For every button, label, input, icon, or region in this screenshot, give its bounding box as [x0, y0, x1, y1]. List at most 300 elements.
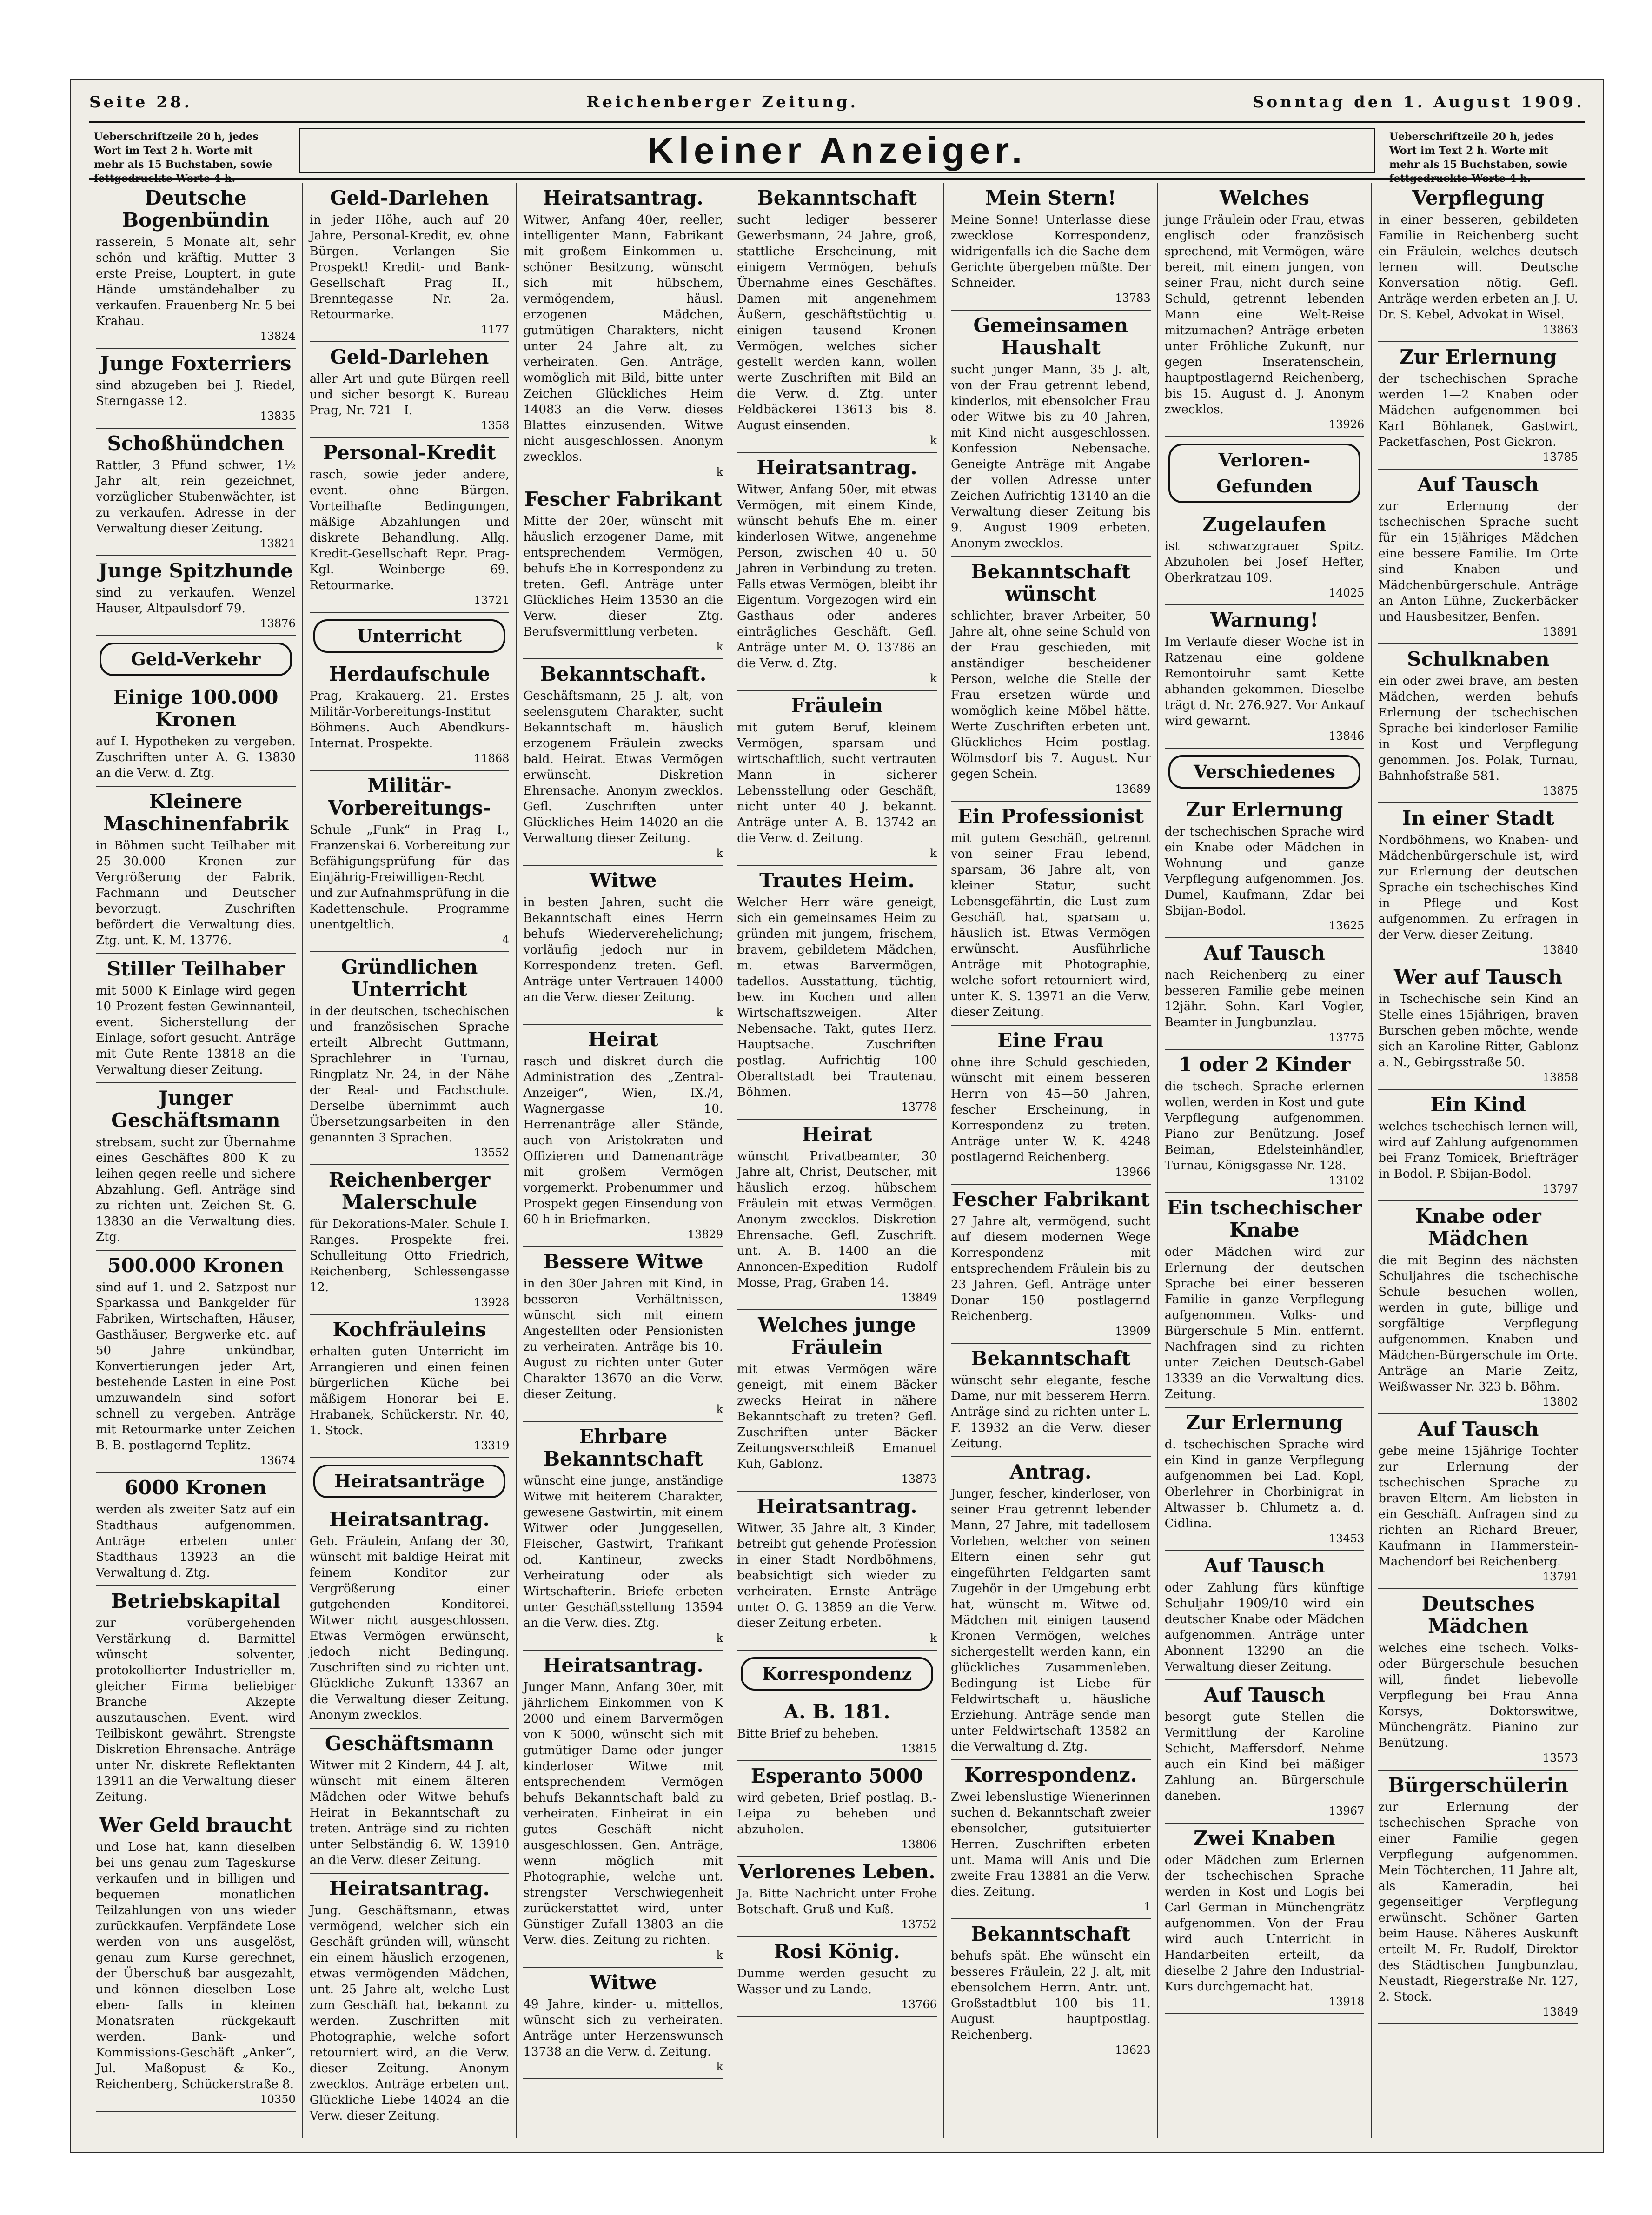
- ad-headline: Auf Tausch: [1417, 1418, 1539, 1440]
- ad-text: gebe meine 15jährige Tochter zur Erlernung der tschechischen Sprache zu braven Eltern. Am liebsten in ein Geschäft. Anfragen sind zu richten an Richard Breuer, Kaufmann in Hammerstein-Machendorf bei Reichenberg.: [1378, 1444, 1579, 1569]
- ad-text: und Lose hat, kann dieselben bei uns genau zum Tageskurse verkaufen und in billigen und bequemen monatlichen Teilzahlungen von uns wieder zurückkaufen. Verpfändete Lose werden von uns ausgelöst, genau zum Kurse gerechnet, der Überschuß bar ausgezahlt, und können dieselben Lose eben- falls in kleinen Monatsraten rückgekauft werden. Bank- und Kommissions-Geschäft „Anker“, Jul. Maßopust & Ko., Reichenberg, Schückerstraße 8.: [96, 1840, 296, 2091]
- ad-headline: Heiratsantrag.: [756, 456, 917, 479]
- ad-text: aller Art und gute Bürgen reell und sicher besorgt K. Bureau Prag, Nr. 721—I.: [309, 372, 510, 418]
- ad-reference-number: 13453: [1328, 1532, 1365, 1545]
- ad-text: wird gebeten, Brief postlag. B.-Leipa zu beheben und abzuholen.: [737, 1791, 937, 1837]
- classified-ad: [96, 349, 296, 429]
- ad-headline: Geld-Darlehen: [330, 345, 489, 368]
- ad-text: Jung. Geschäftsmann, etwas vermögend, welcher sich ein Geschäft gründen will, wünscht ein einem häuslich erzogenen, etwas vermögenden Mädchen, unt. 25 Jahre alt, welche Lust zum Geschäft hat, bekannt zu werden. Zuschriften mit Photographie, welche sofort retourniert wird, an die Verw. dieser Zeitung. Anonym zwecklos. Anträge erbeten unt. Glückliche Liebe 14024 an die Verw. dieser Zeitung.: [309, 1903, 510, 2123]
- ad-headline: Fräulein: [790, 694, 883, 717]
- ad-headline: Bekanntschaft: [971, 1923, 1131, 1945]
- ad-reference-number: 1177: [481, 323, 510, 336]
- classified-ad: [737, 1310, 937, 1492]
- ad-text: ein oder zwei brave, am besten Mädchen, werden behufs Erlernung der tschechischen Sprache bei kinderloser Familie in Kost und Verpflegung genommen. Jos. Polak, Turnau, Bahnhofstraße 581.: [1378, 674, 1579, 783]
- ad-reference-number: 13802: [1542, 1395, 1579, 1408]
- ad-reference-number: 13778: [901, 1101, 937, 1114]
- ad-headline: Zwei Knaben: [1193, 1827, 1335, 1850]
- ad-headline: Personal-Kredit: [323, 441, 496, 464]
- ad-text: Witwer, Anfang 50er, mit etwas Vermögen, mit einem Kinde, wünscht behufs Ehe m. einer kinderlosen Witwe, angenehme Person, zwischen 40 u. 50 Jahren in Verbindung zu treten. Falls etwas Vermögen, bleibt ihr Eigentum. Vorgezogen wird ein Gasthaus oder anderes einträgliches Geschäft. Gefl. Anträge unter M. O. 13786 an die Verw. d. Ztg.: [737, 483, 937, 670]
- ad-headline: Kochfräuleins: [332, 1318, 486, 1341]
- ad-reference-number: 13319: [474, 1439, 510, 1452]
- ad-text: mit 5000 K Einlage wird gegen 10 Prozent festen Gewinnanteil, event. Sicherstellung der Einlage, sofort gesucht. Anträge mit Gute Rente 13818 an die Verwaltung dieser Zeitung.: [96, 984, 296, 1077]
- ad-reference-number: k: [716, 2060, 723, 2073]
- ad-headline: Schulknaben: [1407, 648, 1550, 670]
- ad-headline: Auf Tausch: [1417, 473, 1539, 496]
- ad-column: [303, 183, 517, 2138]
- ad-text: in besten Jahren, sucht die Bekanntschaft eines Herrn behufs Wiederverehelichung; vorläufig jedoch nur in Korrespondenz treten. Gefl. Anträge unter Vertrauen 14000 an die Verw. dieser Zeitung.: [523, 895, 723, 1004]
- ad-reference-number: 13674: [260, 1454, 296, 1467]
- classified-ad: [523, 484, 723, 659]
- ad-text: zur Erlernung der tschechischen Sprache von einer Familie gegen Verpflegung aufgenommen. Mein Töchterchen, 11 Jahre alt, als Kameradin, bei gegenseitiger Verpflegung erwünscht. Schöner Garten beim Hause. Näheres Auskunft erteilt M. Fr. Rudolf, Direktor des Städtischen Jungbunzlau, Neustadt, Riegerstraße Nr. 127, 2. Stock.: [1378, 1800, 1579, 2004]
- ad-text: welches tschechisch lernen will, wird auf Zahlung aufgenommen bei Franz Tomicek, Briefträger in Bodol. P. Sbijan-Bodol.: [1378, 1120, 1579, 1181]
- classified-ad: [96, 429, 296, 556]
- ad-headline: Ein Professionist: [957, 805, 1144, 828]
- ad-text: 27 Jahre alt, vermögend, sucht auf diesem modernen Wege Korrespondenz mit entsprechendem Fräulein bis zu 23 Jahren. Gefl. Anträge unter Donar 150 postlagernd Reichenberg.: [950, 1214, 1151, 1323]
- ad-reference-number: 13909: [1115, 1325, 1151, 1338]
- classified-ad: [523, 1422, 723, 1651]
- ad-text: sucht lediger besserer Gewerbsmann, 24 Jahre, groß, stattliche Erscheinung, mit einigem Vermögen, behufs Übernahme eines Geschäftes. Damen mit angenehmem Äußern, geschäftstüchtig u. einigen tausend Kronen Vermögen, welches sicher gestellt werden kann, wollen werte Zuschriften mit Bild an die Verw. d. Ztg. unter Feldbäckerei 13613 bis 8. August einsenden.: [737, 213, 937, 432]
- classified-ad: [1378, 1589, 1578, 1771]
- ad-reference-number: 13918: [1328, 1995, 1365, 2008]
- ad-reference-number: 13573: [1542, 1751, 1579, 1764]
- ad-text: die mit Beginn des nächsten Schuljahres die tschechische Schule besuchen wollen, werden in gute, billige und sorgfältige Verpflegung aufgenommen. Knaben- und Mädchen-Bürgerschule im Orte. Anträge an Marie Zeitz, Weißwasser Nr. 323 b. Böhm.: [1378, 1253, 1579, 1394]
- classified-ad: [951, 183, 1151, 311]
- ad-columns: [89, 183, 1585, 2138]
- ad-headline: Geschäftsmann: [325, 1732, 494, 1755]
- classified-ad: [1165, 1050, 1365, 1193]
- ad-reference-number: 13785: [1542, 451, 1579, 464]
- category-heading: Unterricht: [313, 619, 506, 653]
- ad-headline: Junger Geschäftsmann: [111, 1087, 280, 1132]
- ad-text: in einer besseren, gebildeten Familie in Reichenberg sucht ein Fräulein, welches deutsch lernen will. Deutsche Konversation nötig. Gefl. Anträge werden erbeten an J. U. Dr. S. Kebel, Advokat in Wisel.: [1378, 213, 1579, 322]
- ad-headline: Eine Frau: [997, 1029, 1104, 1052]
- classified-ad: [310, 183, 510, 342]
- ad-text: der tschechischen Sprache werden 1—2 Knaben oder Mädchen aufgenommen bei Karl Böhlanek, Gastwirt, Packetfaschen, Post Gickron.: [1378, 372, 1579, 449]
- ad-headline: Reichenberger Malerschule: [328, 1168, 491, 1214]
- ad-text: in den 30er Jahren mit Kind, in besseren Verhältnissen, wünscht sich mit einem Angestellten oder Pensionisten zu verheiraten. Anträge bis 10. August zu richten unter Guter Charakter 13670 an die Verw. dieser Zeitung.: [523, 1277, 723, 1401]
- ad-text: Nordböhmens, wo Knaben- und Mädchenbürgerschule ist, wird zur Erlernung der deutschen Sprache ein tschechisches Kind in Pflege und Kost aufgenommen. Zu erfragen in der Verw. dieser Zeitung.: [1378, 833, 1579, 942]
- ad-headline: Gründlichen Unterricht: [341, 955, 478, 1001]
- ad-reference-number: 13849: [901, 1291, 937, 1304]
- classified-ad: [1165, 1193, 1365, 1408]
- ad-text: Mitte der 20er, wünscht mit häuslich erzogener Dame, mit entsprechendem Vermögen, behufs Ehe in Korrespondenz zu treten. Gefl. Anträge unter Glückliches Heim 13530 an die Verw. dieser Ztg. Berufsvermittlung verbeten.: [523, 514, 723, 639]
- classified-ad: [737, 453, 937, 691]
- ad-reference-number: k: [716, 465, 723, 478]
- classified-ad: [737, 1120, 937, 1310]
- ad-reference-number: 13875: [1542, 784, 1579, 797]
- ad-text: schlichter, braver Arbeiter, 50 Jahre alt, ohne seine Schuld von der Frau geschieden, mit anständiger bescheidener Person, welche die Stelle der Frau ersetzen würde und womöglich keine Möbel hätte. Werte Zuschriften erbeten unt. Glückliches Heim postlag. Wölmsdorf bis 7. August. Nur gegen Schein.: [950, 609, 1151, 781]
- ad-text: Ja. Bitte Nachricht unter Frohe Botschaft. Gruß und Kuß.: [737, 1887, 937, 1917]
- ad-headline: Warnung!: [1210, 609, 1319, 631]
- classified-ad: [96, 787, 296, 954]
- ad-text: in jeder Höhe, auch auf 20 Jahre, Personal-Kredit, ev. ohne Bürgen. Verlangen Sie Prospekt! Kredit- und Bank-Gesellschaft Prag II., Brenntegasse Nr. 2a. Retourmarke.: [309, 213, 510, 322]
- classified-ad: [96, 1251, 296, 1473]
- classified-ad: [1378, 803, 1578, 962]
- ad-headline: Ein tschechischer Knabe: [1167, 1196, 1362, 1241]
- ad-reference-number: k: [930, 434, 937, 447]
- ad-text: Meine Sonne! Unterlasse diese zwecklose Korrespondenz, widrigenfalls ich die Sache dem Gerichte übergeben müßte. Der Schneider.: [950, 213, 1151, 290]
- ad-text: sind abzugeben bei J. Riedel, Sterngasse 12.: [96, 378, 296, 408]
- category-heading: Heiratsanträge: [313, 1465, 506, 1498]
- ad-text: erhalten guten Unterricht im Arrangieren und einen feinen bürgerlichen Küche bei mäßigem Honorar bei E. Hrabanek, Schückerstr. Nr. 40, 1. Stock.: [309, 1345, 510, 1438]
- ad-headline: In einer Stadt: [1402, 807, 1554, 829]
- issue-date: Sonntag den 1. August 1909.: [1252, 93, 1585, 112]
- ad-headline: Mein Stern!: [985, 186, 1116, 209]
- ad-reference-number: 13766: [901, 1998, 937, 2011]
- ad-text: junge Fräulein oder Frau, etwas englisch oder französisch sprechend, mit Vermögen, wäre bereit, mit einem jungen, von seiner Frau, nicht durch seine Schuld, getrennt lebenden Mann eine Welt-Reise mitzumachen? Anträge erbeten unter Fröhliche Zukunft, nur gegen Inseratenschein, hauptpostlagernd Reichenberg, bis 15. August d. J. Anonym zwecklos.: [1164, 213, 1365, 417]
- ad-text: oder Mädchen zum Erlernen der tschechischen Sprache werden in Kost und Logis bei Carl German in Münchengrätz aufgenommen. Von der Frau wird auch Unterricht in Handarbeiten erteilt, da dieselbe 2 Jahre den Industrial-Kurs durchgemacht hat.: [1164, 1853, 1365, 1994]
- classified-ad: [737, 691, 937, 866]
- ad-reference-number: 13966: [1115, 1166, 1151, 1179]
- pricing-note-right: Ueberschriftzeile 20 h, jedes Wort im Text 2 h. Worte mit mehr als 15 Buchstaben, sowie fettgedruckte Worte 4 h.: [1389, 131, 1568, 185]
- ad-text: Dumme werden gesucht zu Wasser und zu Lande.: [737, 1967, 937, 1996]
- ad-text: rasch, sowie jeder andere, event. ohne Bürgen. Vorteilhafte Bedingungen, mäßige Abzahlungen und diskrete Behandlung. Allg. Kredit-Gesellschaft Repr. Prag-Kgl. Weinberge 69. Retourmarke.: [309, 468, 510, 592]
- classified-ad: [523, 1651, 723, 1968]
- ad-headline: Korrespondenz.: [964, 1764, 1137, 1786]
- classified-ad: [1165, 510, 1365, 605]
- classified-ad: [1165, 1824, 1365, 2014]
- classified-ad: [1165, 795, 1365, 938]
- ad-text: Prag, Krakauerg. 21. Erstes Militär-Vorbereitungs-Institut Böhmens. Auch Abendkurs-Internat. Prospekte.: [309, 689, 510, 750]
- ad-headline: Ehrbare Bekanntschaft: [543, 1425, 703, 1470]
- ad-headline: Zugelaufen: [1202, 513, 1327, 536]
- ad-text: die tschech. Sprache erlernen wollen, werden in Kost und gute Verpflegung aufgenommen. Piano zur Benützung. Josef Beiman, Edelsteinhändler, Turnau, Königsgasse Nr. 128.: [1164, 1080, 1365, 1173]
- ad-headline: Heiratsantrag.: [543, 1654, 703, 1677]
- ad-reference-number: 13824: [260, 330, 296, 343]
- classified-ad: [96, 1586, 296, 1810]
- category-heading: Geld-Verkehr: [100, 643, 292, 676]
- ad-headline: Junge Spitzhunde: [98, 559, 293, 582]
- classified-ad: [951, 1760, 1151, 1919]
- category-heading: Korrespondenz: [741, 1657, 933, 1691]
- classified-ad: [523, 1025, 723, 1247]
- ad-text: Zwei lebenslustige Wienerinnen suchen d. Bekanntschaft zweier ebensolcher, gutsituierter Herren. Zuschriften erbeten unt. Mama will Anis und Die zweite Frau 13881 an die Verw. dies. Zeitung.: [950, 1790, 1151, 1899]
- classified-ad: [310, 1729, 510, 1874]
- ad-reference-number: 1: [1143, 1900, 1151, 1913]
- classified-ad: [1378, 183, 1578, 342]
- ad-column: [517, 183, 730, 2138]
- ad-text: strebsam, sucht zur Übernahme eines Geschäftes 800 K zu leihen gegen reelle und sichere Abzahlung. Gefl. Anträge sind zu richten unt. Zeichen St. G. 13830 an die Verwaltung dies. Ztg.: [96, 1135, 296, 1244]
- classified-ad: [1378, 1201, 1578, 1414]
- ad-headline: Heiratsantrag.: [543, 186, 703, 209]
- ad-text: mit gutem Geschäft, getrennt von seiner Frau lebend, sparsam, 36 Jahre alt, von kleiner Statur, sucht Lebensgefährtin, die Lust zum Geschäft hat, sparsam u. häuslich ist. Etwas Vermögen erwünscht. Ausführliche Anträge mit Photographie, welche sofort retourniert wird, unter K. S. 13971 an die Verw. dieser Zeitung.: [950, 831, 1151, 1019]
- ad-column: [730, 183, 944, 2138]
- ad-reference-number: 13891: [1542, 625, 1579, 638]
- ad-reference-number: 13873: [901, 1472, 937, 1486]
- ad-text: Welcher Herr wäre geneigt, sich ein gemeinsames Heim zu gründen mit jungem, frischem, bravem, gebildetem Mädchen, m. etwas Barvermögen, tadellos. Ausstattung, tüchtig, bew. im Kochen und allen Wirtschaftszweigen. Alter Nebensache. Takt, gutes Herz. Hauptsache. Zuschriften postlag. Aufrichtig 100 Oberaltstadt bei Trautenau, Böhmen.: [737, 895, 937, 1099]
- classified-ad: [951, 802, 1151, 1026]
- classified-ad: [1165, 1551, 1365, 1680]
- ad-headline: Bekanntschaft.: [540, 663, 707, 685]
- classified-ad: [1378, 1771, 1578, 2024]
- ad-reference-number: k: [716, 1949, 723, 1962]
- ad-headline: Heiratsantrag.: [329, 1508, 490, 1531]
- classified-ad: [1378, 1090, 1578, 1201]
- ad-reference-number: 13752: [901, 1918, 937, 1931]
- classifieds-banner: [89, 121, 1585, 185]
- ad-text: Im Verlaufe dieser Woche ist in Ratzenau eine goldene Remontoiruhr samt Kette abhanden gekommen. Dieselbe trägt d. Nr. 276.927. Vor Ankauf wird gewarnt.: [1164, 635, 1365, 728]
- classified-ad: [1378, 644, 1578, 803]
- classified-ad: [523, 1247, 723, 1422]
- ad-headline: Witwe: [589, 1971, 657, 1994]
- ad-reference-number: 13928: [474, 1296, 510, 1309]
- ad-headline: Auf Tausch: [1204, 942, 1325, 964]
- ad-text: Geb. Fräulein, Anfang der 30, wünscht mit baldige Heirat mit feinem Konditor zur Vergrößerung einer gutgehenden Konditorei. Witwer nicht ausgeschlossen. Etwas Vermögen erwünscht, jedoch nicht Bedingung. Zuschriften sind zu richten unt. Glückliche Zukunft 13367 an die Verwaltung dieser Zeitung. Anonym zwecklos.: [309, 1534, 510, 1722]
- classified-ad: [1378, 470, 1578, 644]
- ad-reference-number: 13102: [1328, 1174, 1365, 1187]
- classified-ad: [310, 1165, 510, 1315]
- ad-reference-number: k: [930, 847, 937, 860]
- ad-headline: Gemeinsamen Haushalt: [973, 314, 1128, 359]
- ad-reference-number: 13689: [1115, 783, 1151, 796]
- ad-headline: Geld-Darlehen: [330, 186, 489, 209]
- classified-ad: [96, 1083, 296, 1251]
- classified-ad: [1165, 1680, 1365, 1824]
- ad-headline: Bekanntschaft wünscht: [971, 560, 1131, 605]
- ad-headline: Trautes Heim.: [759, 869, 915, 892]
- ad-text: oder Mädchen wird zur Erlernung der deutschen Sprache bei einer besseren Familie in ganze Verpflegung aufgenommen. Volks- und Bürgerschule 5 Min. entfernt. Nachfragen sind zu richten unter Zeichen Deutsch-Gabel 13339 an die Verwaltung dies. Zeitung.: [1164, 1245, 1365, 1401]
- ad-headline: Esperanto 5000: [750, 1764, 923, 1787]
- ad-headline: Witwe: [589, 869, 657, 892]
- ad-headline: Betriebskapital: [111, 1590, 280, 1612]
- ad-text: ohne ihre Schuld geschieden, wünscht mit einem besseren Herrn von 45—50 Jahren, fescher Erscheinung, in Korrespondenz zu treten. Anträge unter W. K. 4248 postlagernd Reichenberg.: [950, 1055, 1151, 1164]
- ad-headline: Auf Tausch: [1204, 1554, 1325, 1577]
- ad-text: Witwer, Anfang 40er, reeller, intelligenter Mann, Fabrikant mit großem Einkommen u. schöner Besitzung, wünscht sich mit hübschem, vermögendem, häusl. erzogenen Mädchen, gutmütigen Charakters, nicht unter 24 Jahre alt, zu verheiraten. Gen. Anträge, womöglich mit Bild, bitte unter Zeichen Glückliches Heim 14083 an die Verw. dieses Blattes einzusenden. Witwe nicht ausgeschlossen. Anonym zwecklos.: [523, 213, 723, 464]
- ad-text: in Tschechische sein Kind an Stelle eines 15jährigen, braven Burschen geben möchte, wende sich an Karoline Ritter, Gablonz a. N., Gebirgsstraße 50.: [1378, 992, 1579, 1069]
- classified-ad: [523, 183, 723, 484]
- classified-ad: [310, 952, 510, 1165]
- ad-reference-number: 13849: [1542, 2005, 1579, 2018]
- ad-headline: Antrag.: [1009, 1460, 1092, 1483]
- ad-text: zur Erlernung der tschechischen Sprache sucht für ein 15jähriges Mädchen eine bessere Familie. Im Orte sind Knaben- und Mädchenbürgerschule. Anträge an Anton Lühne, Zuckerbäcker und Hausbesitzer, Benfen.: [1378, 499, 1579, 624]
- ad-text: Junger Mann, Anfang 30er, mit jährlichem Einkommen von K 2000 und einem Barvermögen von K 5000, wünscht sich mit gutmütiger Dame oder junger kinderloser Witwe mit entsprechendem Vermögen behufs Bekanntschaft bald zu verheiraten. Einheirat in ein gutes Geschäft nicht ausgeschlossen. Gen. Anträge, wenn möglich mit Photographie, welche unt. strengster Verschwiegenheit zurückerstattet wird, unter Günstiger Zufall 13803 an die Verw. dies. Zeitung zu richten.: [523, 1680, 723, 1947]
- ad-text: für Dekorations-Maler. Schule I. Ranges. Prospekte frei. Schulleitung Otto Friedrich, Reichenberg, Schlessengasse 12.: [309, 1217, 510, 1294]
- ad-column: [89, 183, 303, 2138]
- classified-ad: [737, 1697, 937, 1761]
- classified-ad: [737, 183, 937, 453]
- classified-ad: [310, 1315, 510, 1458]
- ad-headline: Zur Erlernung: [1186, 798, 1343, 821]
- ad-column: [1372, 183, 1585, 2138]
- ad-headline: Stiller Teilhaber: [106, 957, 285, 980]
- ad-text: Witwer, 35 Jahre alt, 3 Kinder, betreibt gut gehende Profession in einer Stadt Nordböhmens, beabsichtigt sich wieder zu verheiraten. Ernste Anträge unter O. G. 13859 an die Verw. dieser Zeitung erbeten.: [737, 1521, 937, 1630]
- classified-ad: [951, 1919, 1151, 2062]
- ad-reference-number: 4: [502, 933, 510, 946]
- ad-text: besorgt gute Stellen die Vermittlung der Karoline Schicht, Maffersdorf. Nehme auch ein Kind bei mäßiger Zahlung an. Bürgerschule daneben.: [1164, 1710, 1365, 1803]
- ad-headline: Einige 100.000 Kronen: [113, 686, 279, 731]
- ad-headline: Verlorenes Leben.: [738, 1860, 935, 1883]
- ad-text: behufs spät. Ehe wünscht ein besseres Fräulein, 22 J. alt, mit ebensolchem Herrn. Antr. unt. Großstadtblut 100 bis 11. August hauptpostlag. Reichenberg.: [950, 1949, 1151, 2042]
- ad-reference-number: k: [716, 640, 723, 653]
- classified-ad: [1378, 962, 1578, 1090]
- classified-ad: [523, 659, 723, 866]
- ad-text: werden als zweiter Satz auf ein Stadthaus aufgenommen. Anträge erbeten unter Stadthaus 13923 an die Verwaltung d. Ztg.: [96, 1503, 296, 1580]
- classified-ad: [951, 557, 1151, 802]
- ad-reference-number: k: [716, 1631, 723, 1645]
- ad-reference-number: k: [716, 847, 723, 860]
- classified-ad: [1165, 938, 1365, 1050]
- classified-ad: [737, 1937, 937, 2017]
- ad-headline: 500.000 Kronen: [107, 1254, 284, 1277]
- ad-text: Bitte Brief zu beheben.: [737, 1727, 879, 1741]
- ad-reference-number: 13791: [1542, 1570, 1579, 1583]
- ad-headline: Bessere Witwe: [543, 1250, 703, 1273]
- classified-ad: [310, 438, 510, 613]
- ad-text: sind auf 1. und 2. Satzpost nur Sparkassa und Bankgelder für Fabriken, Wirtschaften, Häuser, Gasthäuser, Bergwerke etc. auf 50 Jahre unkündbar, Konvertierungen jeder Art, bestehende Lasten in eine Post umzuwandeln sind sofort schnell zu vergeben. Anträge mit Retourmarke unter Zeichen B. B. postlagernd Teplitz.: [96, 1280, 296, 1452]
- classified-ad: [96, 1473, 296, 1586]
- ad-reference-number: 13721: [474, 594, 510, 607]
- ad-reference-number: 13552: [474, 1146, 510, 1159]
- running-header: [89, 88, 1585, 116]
- classified-ad: [96, 954, 296, 1083]
- ad-text: wünscht sehr elegante, fesche Dame, nur mit besserem Herrn. Anträge sind zu richten unter L. F. 13932 an die Verw. dieser Zeitung.: [950, 1373, 1151, 1451]
- ad-headline: Deutsches Mädchen: [1421, 1592, 1535, 1638]
- classified-ad: [951, 1457, 1151, 1760]
- ad-text: zur vorübergehenden Verstärkung d. Barmittel wünscht solventer, protokollierter Industrieller m. gleicher Firma beliebiger Branche Akzepte auszutauschen. Event. wird Teilbiskont gewährt. Strengste Diskretion Ehrensache. Anträge unter Nr. diskrete Reflektanten 13911 an die Verwaltung dieser Zeitung.: [96, 1616, 296, 1804]
- classified-ad: [951, 1185, 1151, 1344]
- ad-headline: Heirat: [802, 1123, 872, 1146]
- classified-ad: [951, 1026, 1151, 1185]
- ad-reference-number: 13815: [901, 1742, 937, 1755]
- ad-column: [944, 183, 1158, 2138]
- ad-reference-number: 13783: [1115, 292, 1151, 305]
- ad-column: [1158, 183, 1372, 2138]
- ad-reference-number: k: [930, 1631, 937, 1645]
- classified-ad: [1165, 183, 1365, 437]
- ad-reference-number: 13863: [1542, 323, 1579, 336]
- newspaper-name: Reichenberger Zeitung.: [586, 93, 859, 112]
- category-heading: Verloren-Gefunden: [1168, 444, 1361, 503]
- classified-ad: [310, 1505, 510, 1729]
- classified-ad: [737, 1857, 937, 1937]
- ad-text: 49 Jahre, kinder- u. mittellos, wünscht sich zu verheiraten. Anträge unter Herzenswunsch 13738 an die Verw. d. Zeitung.: [523, 1997, 723, 2059]
- ad-headline: Bekanntschaft: [971, 1347, 1131, 1370]
- ad-headline: Schoßhündchen: [107, 432, 285, 455]
- ad-reference-number: 13625: [1328, 919, 1365, 932]
- ad-reference-number: 10350: [260, 2093, 296, 2106]
- ad-headline: Kleinere Maschinenfabrik: [103, 790, 289, 835]
- ad-headline: Welches junge Fräulein: [758, 1313, 916, 1359]
- ad-headline: Zur Erlernung: [1400, 345, 1557, 368]
- ad-text: Junger, fescher, kinderloser, von seiner Frau getrennt lebender Mann, 27 Jahre, mit tadellosem Vorleben, welcher von seinen Eltern einen sehr gut eingeführten Feldgarten samt Zugehör in der Umgebung erbt hat, wünscht m. Witwe od. Mädchen mit einigen tausend Kronen Vermögen, welches sichergestellt werden kann, ein glückliches Zusammenleben. Bedingung ist Liebe für Feldwirtschaft u. häusliche Erziehung. Anträge sende man unter Feldwirtschaft 13582 an die Verwaltung d. Ztg.: [950, 1487, 1151, 1754]
- ad-text: oder Zahlung fürs künftige Schuljahr 1909/10 wird ein deutscher Knabe oder Mädchen aufgenommen. Anträge unter Abonnent 13290 an die Verwaltung dieser Zeitung.: [1164, 1581, 1365, 1674]
- ad-text: ist schwarzgrauer Spitz. Abzuholen bei Josef Hefter, Oberkratzau 109.: [1164, 539, 1365, 585]
- ad-headline: Bürgerschülerin: [1388, 1774, 1569, 1797]
- ad-headline: Welches: [1220, 186, 1309, 209]
- classified-ad: [1378, 1414, 1578, 1589]
- ad-headline: Fescher Fabrikant: [951, 1188, 1150, 1211]
- ad-headline: Heiratsantrag.: [756, 1495, 917, 1518]
- ad-text: mit etwas Vermögen wäre geneigt, mit einem Bäcker zwecks Heirat in nähere Bekanntschaft zu treten? Gefl. Zuschriften unter Bäcker Zeitungsverschleiß Emanuel Kuh, Gablonz.: [737, 1362, 937, 1471]
- classified-ad: [951, 1344, 1151, 1457]
- ad-headline: Rosi König.: [774, 1940, 900, 1963]
- ad-text: Rattler, 3 Pfund schwer, 1½ Jahr alt, rein gezeichnet, vorzüglicher Stubenwächter, ist zu verkaufen. Adresse in der Verwaltung dieser Zeitung.: [96, 458, 296, 536]
- page-number: Seite 28.: [89, 93, 192, 112]
- ad-headline: Herdaufschule: [329, 663, 490, 685]
- ad-reference-number: 13797: [1542, 1182, 1579, 1195]
- ad-text: rasserein, 5 Monate alt, sehr schön und kräftig. Mutter 3 erste Preise, Louptert, in gute Hände umständehalber zu verkaufen. Frauenberg Nr. 5 bei Krahau.: [96, 235, 296, 328]
- ad-headline: 1 oder 2 Kinder: [1178, 1053, 1351, 1076]
- ad-reference-number: 11868: [474, 752, 510, 765]
- ad-text: Witwer mit 2 Kindern, 44 J. alt, wünscht mit einem älteren Mädchen oder Witwe behufs Heirat in Bekanntschaft zu treten. Anträge sind zu richten unter Selbständig 6. W. 13910 an die Verw. dieser Zeitung.: [309, 1758, 510, 1867]
- classified-ad: [96, 556, 296, 636]
- ad-text: sind zu verkaufen. Wenzel Hauser, Altpaulsdorf 79.: [96, 586, 296, 616]
- ad-text: d. tschechischen Sprache wird ein Kind in ganze Verpflegung aufgenommen bei Lad. Kopl, Oberlehrer in Chorbinigrat in Altwasser b. Chlumetz a. d. Cidlina.: [1164, 1438, 1365, 1531]
- ad-reference-number: 13623: [1115, 2043, 1151, 2056]
- ad-text: der tschechischen Sprache wird ein Knabe oder Mädchen in Wohnung und ganze Verpflegung aufgenommen. Jos. Dumel, Kaufmann, Zdar bei Sbijan-Bodol.: [1164, 825, 1365, 918]
- ad-headline: Deutsche Bogenbündin: [122, 186, 270, 232]
- ad-headline: Fescher Fabrikant: [524, 488, 723, 511]
- classified-ad: [737, 866, 937, 1120]
- classified-ad: [523, 1968, 723, 2079]
- ad-reference-number: 13840: [1542, 943, 1579, 956]
- classified-ad: [1378, 342, 1578, 470]
- classified-ad: [737, 1761, 937, 1857]
- ad-headline: A. B. 181.: [783, 1700, 890, 1723]
- classified-ad: [96, 1810, 296, 2112]
- ad-reference-number: 13876: [260, 617, 296, 630]
- ad-text: Schule „Funk“ in Prag I., Franzenskai 6. Vorbereitung zur Befähigungsprüfung für das Einjährig-Freiwilligen-Recht und zur Aufnahmsprüfung in die Kadettenschule. Programme unentgeltlich.: [309, 823, 510, 932]
- ad-text: wünscht eine junge, anständige Witwe mit heiterem Charakter, gewesene Gastwirtin, mit einem Witwer oder Junggesellen, Fleischer, Gastwirt, Trafikant od. Kantineur, zwecks Verheiratung oder als Wirtschafterin. Briefe erbeten unter Geschäftsstellung 13594 an die Verw. dies. Ztg.: [523, 1474, 723, 1630]
- ad-text: wünscht Privatbeamter, 30 Jahre alt, Christ, Deutscher, mit häuslich erzog. hübschem Fräulein mit etwas Vermögen. Anonym zwecklos. Diskretion Ehrensache. Gefl. Zuschrift. unt. A. B. 1400 an die Annoncen-Expedition Rudolf Mosse, Prag, Graben 14.: [737, 1149, 937, 1290]
- ad-reference-number: 13967: [1328, 1804, 1365, 1817]
- ad-headline: Militär-Vorbereitungs-: [328, 774, 491, 819]
- ad-text: mit gutem Beruf, kleinem Vermögen, sparsam und wirtschaftlich, sucht vertrauten Mann in sicherer Lebensstellung oder Geschäft, nicht unter 40 J. bekannt. Anträge unter A. B. 13742 an die Verw. d. Zeitung.: [737, 721, 937, 845]
- ad-reference-number: 13926: [1328, 418, 1365, 431]
- ad-headline: Junge Foxterriers: [100, 352, 292, 375]
- classified-ad: [310, 342, 510, 438]
- ad-headline: Bekanntschaft: [757, 186, 917, 209]
- ad-text: Geschäftsmann, 25 J. alt, von seelensgutem Charakter, sucht Bekanntschaft m. häuslich erzogenem Fräulein zwecks bald. Heirat. Etwas Vermögen erwünscht. Diskretion Ehrensache. Anonym zwecklos. Gefl. Zuschriften unter Glückliches Heim 14020 an die Verwaltung dieser Zeitung.: [523, 689, 723, 845]
- ad-reference-number: 13806: [901, 1838, 937, 1851]
- ad-reference-number: k: [930, 672, 937, 685]
- ad-text: sucht junger Mann, 35 J. alt, von der Frau getrennt lebend, kinderlos, mit ebensolcher Frau oder Witwe bis zu 40 Jahren, mit Kind nicht ausgeschlossen. Konfession Nebensache. Geneigte Anträge mit Angabe der vollen Adresse unter Zeichen Aufrichtig 13140 an die Verwaltung dieser Zeitung bis 9. August 1909 erbeten. Anonym zwecklos.: [950, 363, 1151, 550]
- classified-ad: [951, 311, 1151, 557]
- pricing-note-left: Ueberschriftzeile 20 h, jedes Wort im Text 2 h. Worte mit mehr als 15 Buchstaben, sowie fettgedruckte Worte 4 h.: [94, 131, 272, 185]
- ad-headline: Zur Erlernung: [1186, 1411, 1343, 1434]
- ad-reference-number: 13829: [687, 1228, 723, 1241]
- classified-ad: [1165, 605, 1365, 749]
- ad-headline: Wer Geld braucht: [99, 1814, 292, 1837]
- section-title: Kleiner Anzeiger.: [299, 128, 1375, 173]
- classified-ad: [310, 659, 510, 771]
- ad-text: welches eine tschech. Volks- oder Bürgerschule besuchen will, findet liebevolle Verpflegung bei Frau Anna Korsys, Doktorswitwe, Münchengrätz. Pianino zur Benützung.: [1378, 1641, 1579, 1750]
- ad-reference-number: k: [716, 1403, 723, 1416]
- ad-text: nach Reichenberg zu einer besseren Familie gebe meinen 12jähr. Sohn. Karl Vogler, Beamter in Jungbunzlau.: [1164, 968, 1365, 1029]
- classified-ad: [1165, 1408, 1365, 1551]
- ad-headline: Auf Tausch: [1204, 1684, 1325, 1706]
- ad-reference-number: 13858: [1542, 1071, 1579, 1084]
- newspaper-page: [70, 79, 1604, 2153]
- ad-reference-number: 1358: [481, 419, 510, 432]
- ad-headline: Verpflegung: [1412, 186, 1545, 209]
- ad-headline: Heirat: [588, 1028, 658, 1051]
- category-heading: Verschiedenes: [1168, 755, 1361, 789]
- ad-headline: 6000 Kronen: [124, 1476, 267, 1499]
- ad-text: in der deutschen, tschechischen und französischen Sprache erteilt Albrecht Guttmann, Sprachlehrer in Turnau, Ringplatz Nr. 24, in der Nähe der Real- und Fachschule. Derselbe übernimmt auch Übersetzungsarbeiten in den genannten 3 Sprachen.: [309, 1004, 510, 1145]
- ad-headline: Wer auf Tausch: [1393, 966, 1563, 988]
- ad-reference-number: k: [716, 1006, 723, 1019]
- ad-text: in Böhmen sucht Teilhaber mit 25—30.000 Kronen zur Vergrößerung der Fabrik. Fachmann und Deutscher bevorzugt. Zuschriften befördert die Verwaltung dies. Ztg. unt. K. M. 13776.: [96, 839, 296, 948]
- ad-reference-number: 13775: [1328, 1031, 1365, 1044]
- ad-reference-number: 13835: [260, 410, 296, 423]
- ad-text: auf I. Hypotheken zu vergeben. Zuschriften unter A. G. 13830 an die Verw. d. Ztg.: [96, 735, 296, 780]
- ad-headline: Heiratsantrag.: [329, 1877, 490, 1900]
- classified-ad: [310, 771, 510, 952]
- ad-headline: Ein Kind: [1430, 1093, 1526, 1116]
- ad-reference-number: 14025: [1328, 586, 1365, 599]
- ad-reference-number: 13821: [260, 537, 296, 550]
